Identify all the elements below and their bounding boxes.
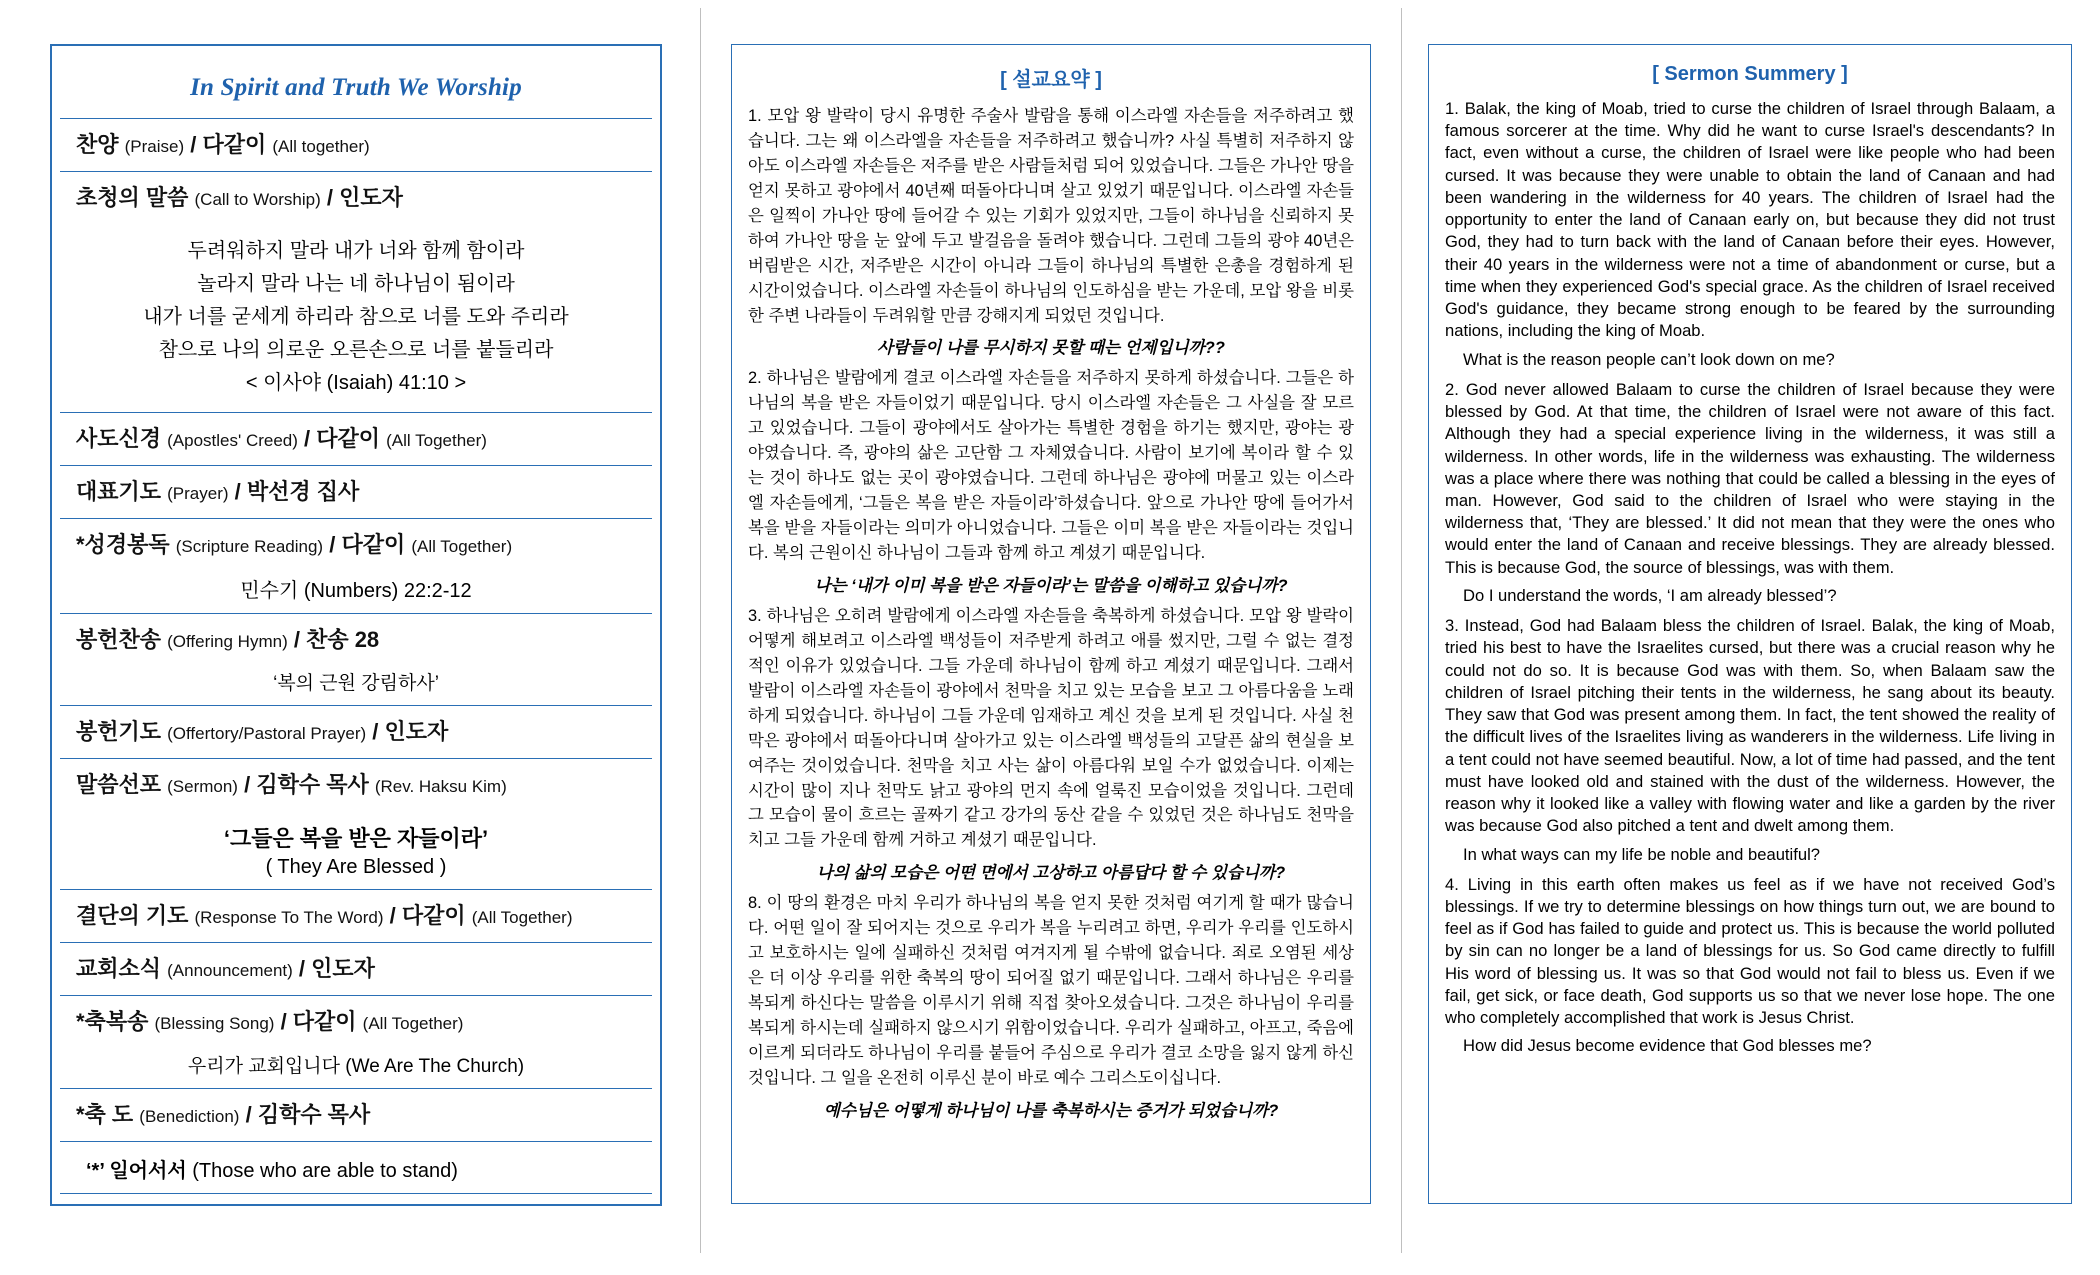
order-item-praise <box>60 119 652 171</box>
korean-paragraph: 2. 하나님은 발람에게 결코 이스라엘 자손들을 저주하지 못하게 하셨습니다. 그들은 하나님의 복을 받은 자들이었기 때문입니다. 당시 이스라엘 자손들은 그 사실을 잘 모르고 있었습니다. 그들이 광야에서도 살아가는 특별한 경험을 하기는 했지만, 광야는 광야였습니다. 즉, 광야의 삶은 고단함 그 자체였습니다. 사람이 보기에 복이라 할 수 있는 것이 하나도 없는 곳이 광야였습니다. 그런데 하나님은 광야에 머물고 있는 이스라엘 자손들에게, ‘그들은 복을 받은 자들이라’하셨습니다. 앞으로 가나안 땅에 들어가서 복을 받을 자들이라는 의미가 아니었습니다. 그들은 이미 복을 받은 자들이라는 것입니다. 복의 근원이신 하나님이 그들과 함께 하고 계셨기 때문입니다. <box>748 369 1354 562</box>
order-item-leader-en: (Rev. Haksu Kim) <box>374 777 507 797</box>
order-of-worship-column <box>0 0 700 1226</box>
standing-footnote <box>60 1142 652 1193</box>
order-item-separator: / <box>297 425 317 451</box>
order-item-separator: / <box>292 956 312 982</box>
order-item-scripture-reading <box>60 519 652 571</box>
order-item-label-ko: *축복송 <box>76 1009 155 1035</box>
order-item-leader-ko: 다같이 <box>401 902 472 928</box>
order-item-leader-ko: 인도자 <box>339 185 403 211</box>
order-item-leader-ko: 인도자 <box>311 956 375 982</box>
page-title: In Spirit and Truth We Worship <box>190 74 522 101</box>
order-item-blessing-song <box>60 996 652 1048</box>
order-item-separator: / <box>274 1009 293 1035</box>
footnote-star-symbol: ‘*’ <box>86 1160 105 1183</box>
order-item-label-ko: 결단의 기도 <box>76 902 195 928</box>
order-item-offertory-prayer <box>60 706 652 758</box>
order-item-call-to-worship <box>60 172 652 224</box>
order-item-label-en: (Sermon) <box>167 777 238 797</box>
order-item-label-ko: 대표기도 <box>76 479 168 505</box>
order-of-worship-box <box>50 44 662 1206</box>
order-item-leader-en: (All Together) <box>471 907 573 927</box>
english-reflection-question: How did Jesus become evidence that God blesses me? <box>1463 1036 1872 1056</box>
order-item-label-ko: 사도신경 <box>76 425 168 451</box>
order-item-leader-ko: 찬송 28 <box>306 626 380 652</box>
order-item-leader-ko: 인도자 <box>384 719 449 745</box>
order-item-leader-ko: 김학수 목사 <box>257 1101 371 1127</box>
order-item-separator: / <box>323 532 342 558</box>
order-item-separator: / <box>287 626 307 652</box>
order-item-leader-en: (All Together) <box>362 1014 464 1034</box>
order-item-separator: / <box>228 479 247 505</box>
order-item-label-ko: 교회소식 <box>76 956 168 982</box>
order-item-label-en: (Benediction) <box>139 1106 240 1126</box>
english-summary-heading: [ Sermon Summery ] <box>1652 63 1848 85</box>
english-paragraph: 2. God never allowed Balaam to curse the children of Israel because they were blessed by God. At that time, the children of Israel were not aware of this fact. Although they had a special experience living in the wilderness, it was still a wilderness. In other words, life in the wilderness was exhausting. The wilderness was a place where there was nothing that could be called a blessing in the eyes of man. However, God said to the children of Israel who were staying in the wilderness that, ‘They are blessed.’ It did not mean that they were the ones who would enter the land of Canaan and receive blessings. They are already blessed. This is because God, the source of blessings, was with them. <box>1445 379 2055 577</box>
order-item-label-en: (Offertory/Pastoral Prayer) <box>167 724 367 744</box>
korean-paragraph: 3. 하나님은 오히려 발람에게 이스라엘 자손들을 축복하게 하셨습니다. 모압 왕 발락이 어떻게 해보려고 이스라엘 백성들이 저주받게 하려고 애를 썼지만, 그럴 수 없는 결정적인 이유가 있었습니다. 그들 가운데 하나님이 함께 하고 계셨기 때문입니다. 그래서 발람이 이스라엘 자손들이 광야에서 천막을 치고 있는 모습을 보고 그 아름다움을 노래하게 되었습니다. 하나님이 그들 가운데 임재하고 계신 것을 보게 된 것입니다. 사실 천막은 광야에서 떠돌아다니며 살아가고 있는 이스라엘 백성들의 고달픈 삶의 현실을 보여주는 것이었습니다. 천막을 치고 사는 삶이 아름다워 보일 수가 없었습니다. 이제는 시간이 많이 지나 천막도 낡고 광야의 먼지 속에 얼룩진 모습이었을 것입니다. 그런데 그 모습이 물이 흐르는 골짜기 같고 강가의 동산 같을 수 있었던 것은 하나님도 천막을 치고 그들 가운데 함께 거하고 계셨기 때문입니다. <box>748 606 1354 850</box>
english-reflection-question: In what ways can my life be noble and beautiful? <box>1463 844 1820 864</box>
korean-paragraph: 8. 이 땅의 환경은 마치 우리가 하나님의 복을 얻지 못한 것처럼 여기게 할 때가 많습니다. 어떤 일이 잘 되어지는 것으로 우리가 복을 누리려고 하면, 우리가 우리를 인도하시고 보호하시는 일에 실패하신 것처럼 여겨지게 될 수밖에 없습니다. 죄로 오염된 세상은 더 이상 우리를 위한 축복의 땅이 되어질 없기 때문입니다. 그래서 하나님은 우리를 복되게 하신다는 말씀을 이루시기 위해 직접 찾아오셨습니다. 그것은 하나님이 우리를 복되게 하시는데 실패하지 않으시기 위함이었습니다. 우리가 실패하고, 아프고, 죽음에 이르게 되더라도 하나님이 우리를 붙들어 주심으로 우리가 결코 소망을 잃지 않게 하신 것입니다. 그 일을 온전히 이루신 분이 바로 예수 그리스도이십니다. <box>748 894 1354 1087</box>
sermon-title-en: ( They Are Blessed ) <box>265 855 447 878</box>
scripture-reference: 민수기 (Numbers) 22:2-12 <box>240 579 472 602</box>
order-item-leader-ko: 다같이 <box>202 132 273 157</box>
korean-paragraph: 1. 모압 왕 발락이 당시 유명한 주술사 발람을 통해 이스라엘 자손들을 저주하려고 했습니다. 그는 왜 이스라엘을 자손들을 저주하려고 했습니까? 사실 특별히 저주하지 않아도 이스라엘 자손들은 저주를 받은 사람들처럼 되어 있었습니다. 그들은 가나안 땅을 얻지 못하고 광야에서 40년째 떠돌아다니며 살고 있었기 때문입니다. 이스라엘 자손들은 일찍이 가나안 땅에 들어갈 수 있는 기회가 있었지만, 그들이 하나님을 신뢰하지 못하여 가나안 땅을 눈 앞에 두고 발걸음을 돌려야 했습니다. 그런데 그들의 광야 40년은 버림받은 시간, 저주받은 시간이 아니라 그들이 하나님의 특별한 은총을 경험하게 된 시간이었습니다. 이스라엘 자손들이 하나님의 인도하심을 받는 가운데, 모압 왕을 비롯한 주변 나라들이 두려워할 만큼 강해지게 되었던 것입니다. <box>748 107 1354 325</box>
verse-line-1: 두려워하지 말라 내가 너와 함께 함이라 <box>187 239 525 262</box>
divider <box>60 1193 652 1194</box>
english-reflection-question: Do I understand the words, ‘I am already blessed’? <box>1463 585 1837 605</box>
scripture-verse-block <box>60 225 652 412</box>
verse-line-3: 내가 너를 굳세게 하리라 참으로 너를 도와 주리라 <box>143 305 569 328</box>
sermon-title-ko: ‘그들은 복을 받은 자들이라’ <box>223 825 489 851</box>
footnote-label-en: (Those who are able to stand) <box>192 1160 458 1183</box>
order-item-leader-ko: 김학수 목사 <box>256 772 375 798</box>
order-item-label-en: (Scripture Reading) <box>175 537 324 557</box>
verse-line-2: 놀라지 말라 나는 네 하나님이 됨이라 <box>197 272 515 295</box>
order-item-label-ko: 찬양 <box>76 132 125 157</box>
order-item-label-ko: 초청의 말씀 <box>76 185 195 211</box>
order-item-separator: / <box>383 902 402 928</box>
order-item-label-en: (Response To The Word) <box>194 907 384 927</box>
order-item-separator: / <box>366 719 385 745</box>
english-summary-column <box>1402 0 2100 1224</box>
order-item-offering-hymn <box>60 614 652 666</box>
verse-reference: < 이사야 (Isaiah) 41:10 > <box>245 371 467 394</box>
order-item-response-to-the-word <box>60 890 652 942</box>
korean-summary-box <box>731 44 1371 1204</box>
order-item-leader-ko: 다같이 <box>316 425 387 451</box>
church-song-line: 우리가 교회입니다 (We Are The Church) <box>187 1055 525 1077</box>
order-item-label-ko: 봉헌찬송 <box>76 626 168 652</box>
order-item-separator: / <box>237 772 257 798</box>
korean-summary-column <box>701 0 1401 1224</box>
korean-reflection-question: 예수님은 어떻게 하나님이 나를 축복하시는 증거가 되었습니까? <box>823 1100 1279 1120</box>
english-summary-box <box>1428 44 2072 1204</box>
order-item-label-en: (Prayer) <box>167 484 229 504</box>
order-item-label-en: (Call to Worship) <box>194 190 321 210</box>
english-paragraph: 4. Living in this earth often makes us feel as if we have not received God’s blessings. If we try to determine blessings on how things turn out, we are bound to feel as if God has failed to guide and protect us. This is because the world polluted by sin can no longer be a land of blessings for us. So God came directly to fulfill His word of blessing us. It was so that God would not fail to bless us. Even if we fail, get sick, or face death, God supports us so that we never lose hope. The one who completely accomplished that work is Jesus Christ. <box>1445 874 2055 1028</box>
order-item-leader-ko: 다같이 <box>292 1009 363 1035</box>
korean-reflection-question: 사람들이 나를 무시하지 못할 때는 언제입니까?? <box>877 338 1225 358</box>
order-item-leader-ko: 박선경 집사 <box>246 479 360 505</box>
english-paragraph: 1. Balak, the king of Moab, tried to curse the children of Israel through Balaam, a famous sorcerer at the time. Why did he want to curse Israel's descendants? In fact, even without a curse, the children of Israel were like people who had been cursed. It was because they were unable to obtain the land of Canaan and had been wandering in the wilderness for 40 years. The children of Israel had the opportunity to enter the land of Canaan early on, but because they did not trust God, they had to turn back with the land of Canaan before their eyes. However, their 40 years in the wilderness were not a time of abandonment or curse, but a time when they experienced God's special grace. As the children of Israel received God's guidance, they became strong enough to be feared by the surrounding nations, including the king of Moab. <box>1445 99 2055 341</box>
order-item-label-en: (Blessing Song) <box>154 1014 275 1034</box>
order-item-separator: / <box>239 1101 258 1127</box>
english-paragraph: 3. Instead, God had Balaam bless the children of Israel. Balak, the king of Moab, tried his best to have the Israelites cursed, but there was a crucial reason why he could not do so. It is because God was with them. So, when Balaam saw the children of Israel pitching their tents in the wilderness, he sang about its beauty. They saw that God was present among them. In fact, the tent showed the reality of the difficult lives of the Israelites living as wanderers in the wilderness. Life living in a tent could not have seemed beautiful. Now, a lot of time had passed, and the tent must have looked old and stained with the dust of the wilderness. However, the reason why it looked like a valley with flowing water and like a garden by the river was because God also pitched a tent and dwelt among them. <box>1445 616 2055 836</box>
order-item-prayer <box>60 466 652 518</box>
hymn-subtitle: ‘복의 근원 강림하사’ <box>273 673 439 695</box>
order-item-separator: / <box>184 132 203 157</box>
order-item-label-en: (Offering Hymn) <box>167 631 288 651</box>
order-item-label-ko: *성경봉독 <box>76 532 176 558</box>
english-reflection-question: What is the reason people can’t look down on me? <box>1463 349 1835 369</box>
order-item-label-ko: 말씀선포 <box>76 772 168 798</box>
order-item-leader-en: (All Together) <box>386 430 487 450</box>
order-item-apostles-creed <box>60 413 652 465</box>
order-item-label-ko: *축 도 <box>76 1101 140 1127</box>
order-item-sermon <box>60 759 652 811</box>
order-item-benediction <box>60 1089 652 1141</box>
order-item-label-en: (Praise) <box>124 137 185 156</box>
order-item-announcement <box>60 943 652 995</box>
footnote-label-ko: 일어서서 <box>104 1160 193 1183</box>
order-item-label-ko: 봉헌기도 <box>76 719 168 745</box>
order-item-separator: / <box>320 185 340 211</box>
korean-reflection-question: 나의 삶의 모습은 어떤 면에서 고상하고 아름답다 할 수 있습니까? <box>816 863 1286 883</box>
korean-summary-heading: [ 설교요약 ] <box>1000 69 1102 91</box>
order-item-label-en: (Apostles' Creed) <box>167 430 298 450</box>
order-item-leader-en: (All Together) <box>411 537 513 557</box>
order-item-leader-ko: 다같이 <box>341 532 412 558</box>
order-item-leader-en: (All together) <box>272 137 370 156</box>
verse-line-4: 참으로 나의 의로운 오른손으로 너를 붙들리라 <box>158 338 554 361</box>
korean-reflection-question: 나는 ‘내가 이미 복을 받은 자들이라’는 말씀을 이해하고 있습니까? <box>814 575 1288 595</box>
order-item-label-en: (Announcement) <box>167 961 293 981</box>
